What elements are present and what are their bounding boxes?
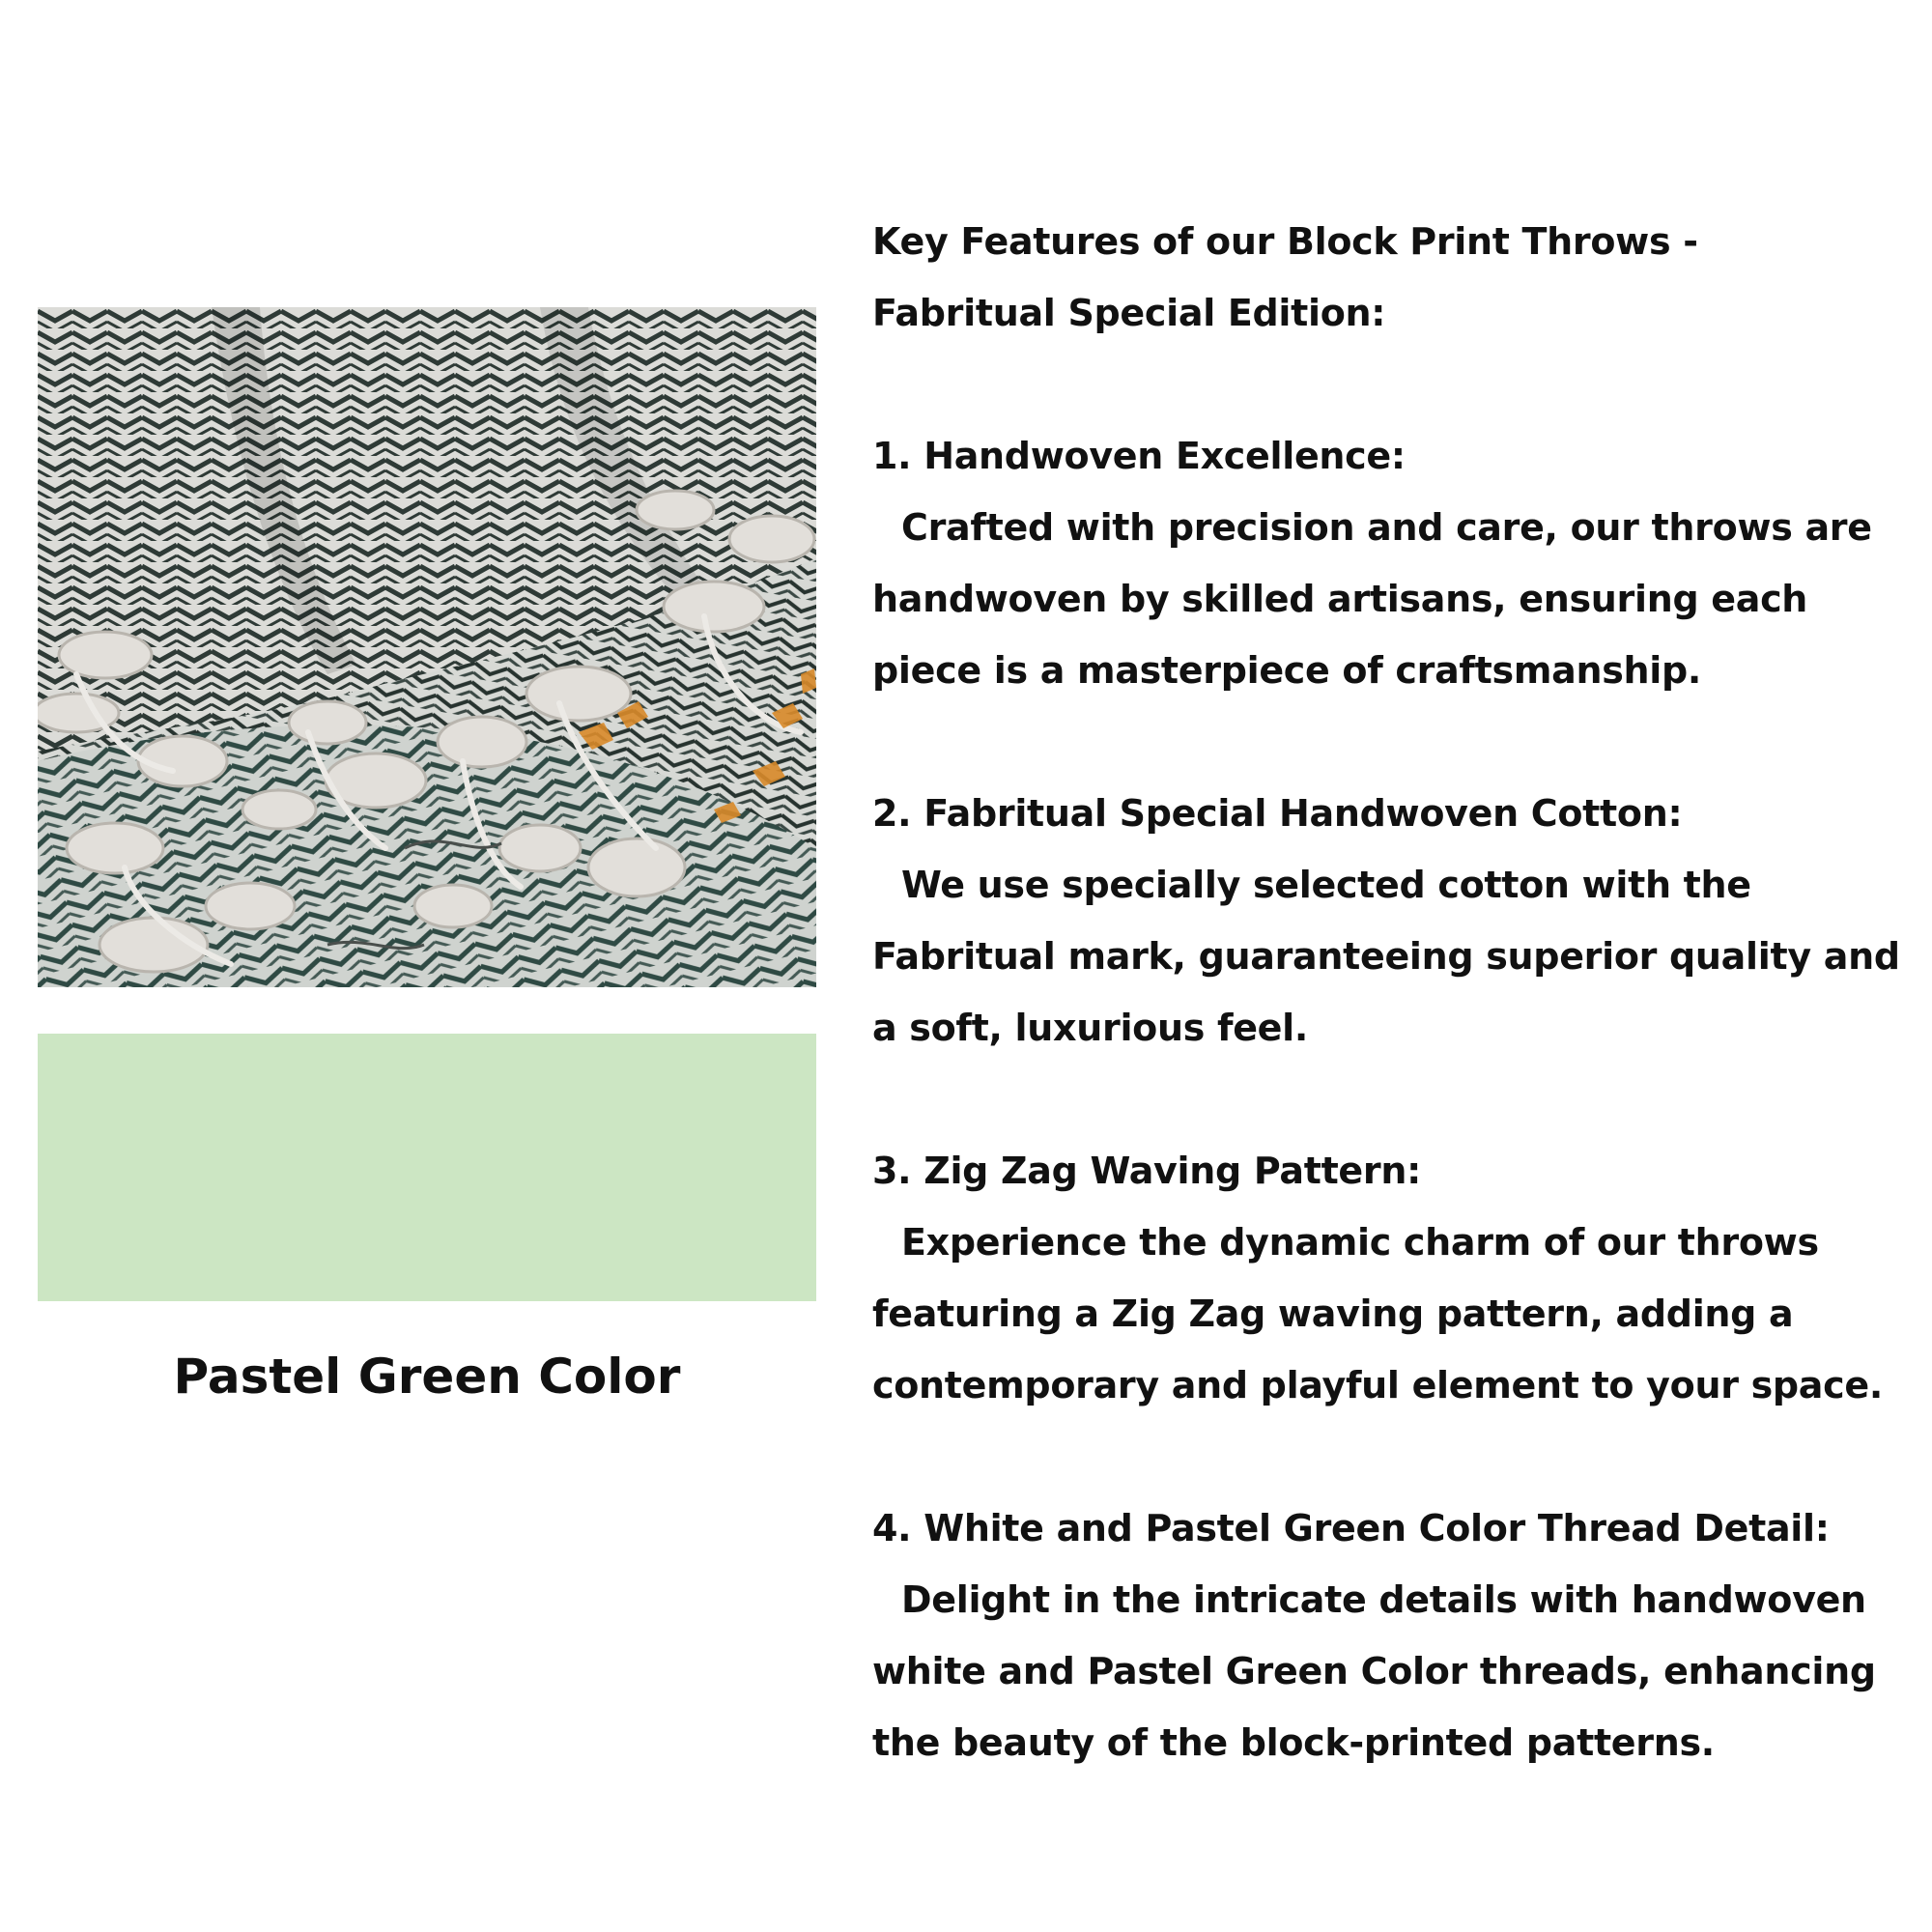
feature-description: Experience the dynamic charm of our throws featuring a Zig Zag waving pattern, adding a contemporary and playful element to your space. [872, 1221, 1883, 1406]
features-heading: Key Features of our Block Print Throws - Fabritual Special Edition: [872, 220, 1698, 334]
product-photo [38, 307, 816, 987]
color-swatch [38, 1034, 816, 1301]
woven-throw-photo-icon [38, 307, 816, 987]
feature-description: We use specially selected cotton with the Fabritual mark, guaranteeing superior quality and a soft, luxurious feel. [872, 864, 1900, 1049]
features-section [872, 206, 1916, 1850]
feature-title: 2. Fabritual Special Handwoven Cotton: [872, 792, 1683, 835]
feature-description: Delight in the intricate details with handwoven white and Pastel Green Color threads, enhancing the beauty of the block-printed patterns. [872, 1578, 1876, 1764]
feature-title: 1. Handwoven Excellence: [872, 435, 1406, 477]
feature-item [872, 778, 1916, 1064]
feature-item [872, 1135, 1916, 1421]
feature-item [872, 1492, 1916, 1778]
color-caption: Pastel Green Color [173, 1349, 681, 1405]
feature-description: Crafted with precision and care, our throws are handwoven by skilled artisans, ensuring each piece is a masterpiece of craftsmanship. [872, 506, 1872, 692]
feature-item [872, 420, 1916, 706]
feature-title: 4. White and Pastel Green Color Thread Detail: [872, 1507, 1830, 1549]
feature-title: 3. Zig Zag Waving Pattern: [872, 1150, 1421, 1192]
